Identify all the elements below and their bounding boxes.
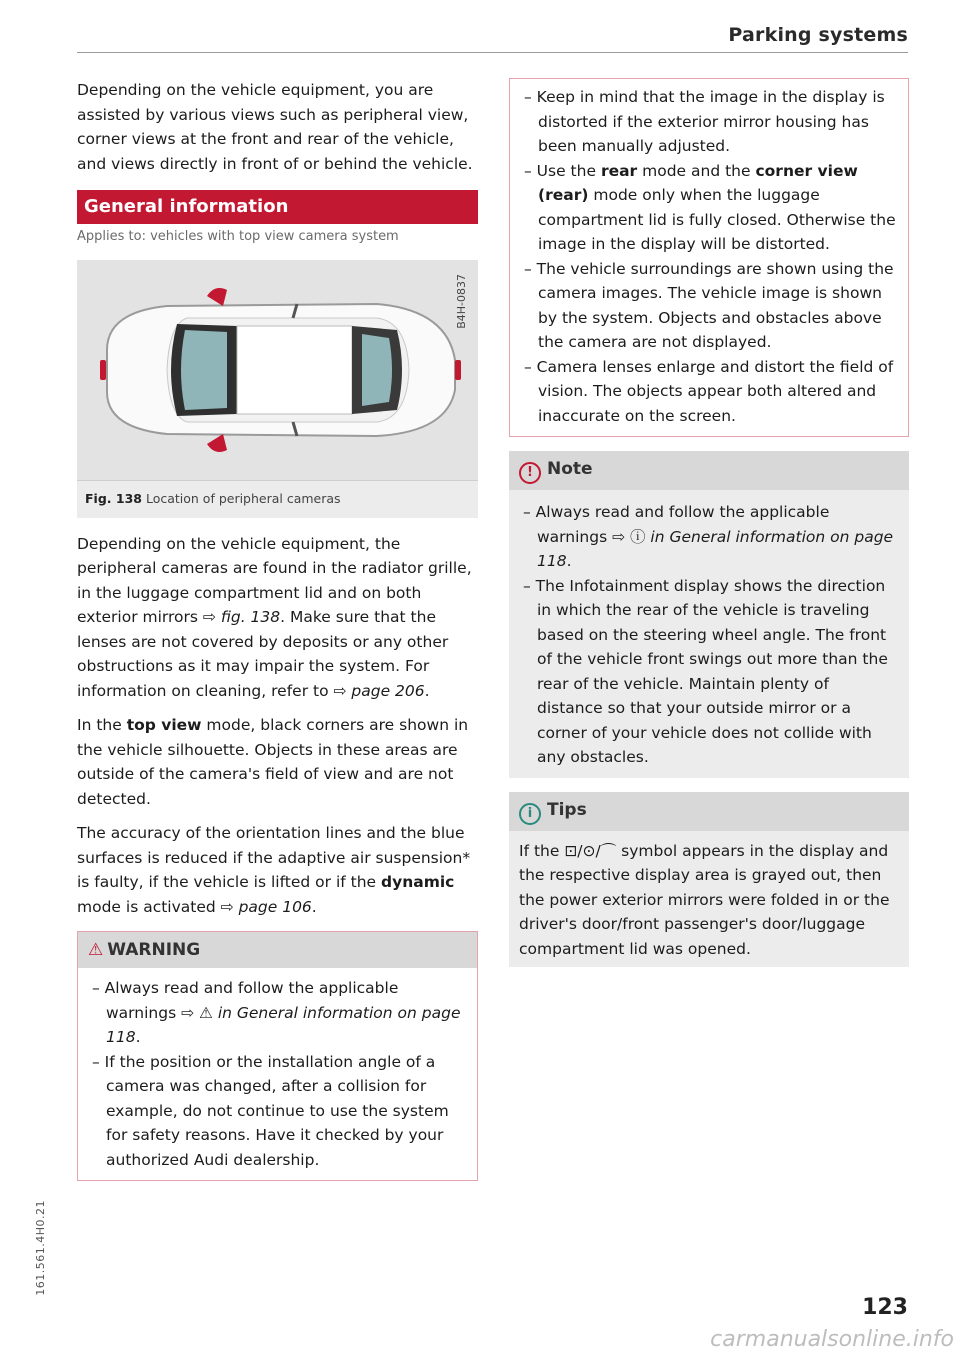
caution-list [510,79,908,436]
list-item [524,159,898,257]
right-column [509,78,909,967]
left-column [77,78,478,1181]
section-title: General information [77,190,478,224]
figure-reference-link[interactable]: ⇨ fig. 138 [202,608,281,626]
figure-caption-text: Location of peripheral cameras [145,491,341,506]
text: In the [77,716,127,734]
text: . [311,897,317,916]
figure-caption [77,481,478,518]
page-reference-link[interactable]: in General information on page 118 [106,1003,461,1046]
warning-triangle-icon: ⚠ [88,940,104,960]
paragraph-camera-location [77,532,478,704]
paragraph-top-view [77,713,478,811]
text: – Use the [524,161,601,180]
car-top-view-figure [77,260,478,481]
warning-header [78,932,477,968]
tips-box [509,792,909,968]
page-number: 123 [862,1295,908,1320]
watermark: carmanualsonline.info [710,1327,954,1352]
car-top-view-illustration [77,260,478,480]
warning-box [77,931,478,1181]
list-item: – Camera lenses enlarge and distort the field of vision. The objects appear both altered and inaccurate on the screen. [524,357,894,425]
intro-paragraph: Depending on the vehicle equipment, you are assisted by various views such as peripheral view, corner views at the front and rear of the vehicle, and views directly in front of or behind the vehicle. [77,81,473,173]
text: . [135,1028,141,1046]
text: mode, black corners are shown in the vehicle silhouette. Objects in these areas are outside of the camera's field of view and are not detected. [77,716,469,808]
note-list [509,490,909,778]
text: – Always read and follow the applicable warnings ⇨ ⚠ [92,979,399,1022]
text: . Make sure that the lenses are not covered by deposits or any other obstructions as it may impair the system. For information on cleaning, refer to [77,608,449,700]
applies-to: Applies to: vehicles with top view camera system [77,229,399,244]
warning-list [78,968,477,1180]
bold-term: top view [126,716,202,734]
paragraph-accuracy [77,821,478,919]
tips-header [509,792,909,831]
text: mode is activated [77,897,221,916]
text: – Always read and follow the applicable warnings ⇨ ⓘ [523,503,830,546]
bold-term: rear [600,161,638,180]
list-item: – Keep in mind that the image in the display is distorted if the exterior mirror housing has been manually adjusted. [524,88,885,155]
list-item: – If the position or the installation angle of a camera was changed, after a collision for example, do not continue to use the system for safety reasons. Have it checked by your authorized Audi dealership. [92,1052,449,1169]
document-code: 161.561.4H0.21 [34,1200,47,1296]
tips-text: If the ⊡/⊙/⌒ symbol appears in the display and the respective display area is grayed out, then the power exterior mirrors were folded in or the driver's door/front passenger's door/luggage compartment lid was opened. [519,841,890,958]
page-reference-link[interactable]: ⇨ page 106 [220,897,312,916]
text: Depending on the vehicle equipment, the peripheral cameras are found in the radiator grille, in the luggage compartment lid and on both exterior mirrors [77,534,472,626]
note-header [509,451,909,490]
list-item: – The vehicle surroundings are shown using the camera images. The vehicle image is shown by the system. Objects and obstacles above the camera are not displayed. [524,259,894,351]
bold-term: dynamic [381,873,455,891]
page-header-title: Parking systems [728,24,908,46]
tips-title: Tips [547,799,587,820]
page-reference-link[interactable]: ⇨ page 206 [333,681,425,700]
note-title: Note [547,459,593,479]
figure-code: B4H-0837 [454,274,468,329]
info-icon: i [519,803,541,825]
warning-title: WARNING [107,940,201,960]
page-reference-link[interactable]: in General information on page 118 [537,527,894,570]
bold-term: corner view (rear) [538,161,858,204]
note-exclamation-icon: ! [519,462,541,484]
figure-label: Fig. 138 [85,491,142,506]
text: mode and the [637,161,756,180]
list-item: – The Infotainment display shows the direction in which the rear of the vehicle is traveling based on the steering wheel angle. The front of the vehicle front swings out more than the rear of the vehicle. Maintain plenty of distance so that your outside mirror or a corner of your vehicle does not collide with any obstacles. [523,576,888,766]
note-box [509,451,909,778]
header-rule [77,52,908,53]
caution-list-box [509,78,909,437]
list-item [523,500,899,574]
text: mode only when the luggage compartment lid is fully closed. Otherwise the image in the display will be distorted. [538,186,896,253]
text: The accuracy of the orientation lines and the blue surfaces is reduced if the adaptive air suspension* is faulty, if the vehicle is lifted or if the [77,824,471,891]
list-item [92,976,467,1050]
text: . [424,681,430,700]
text: . [566,552,572,570]
